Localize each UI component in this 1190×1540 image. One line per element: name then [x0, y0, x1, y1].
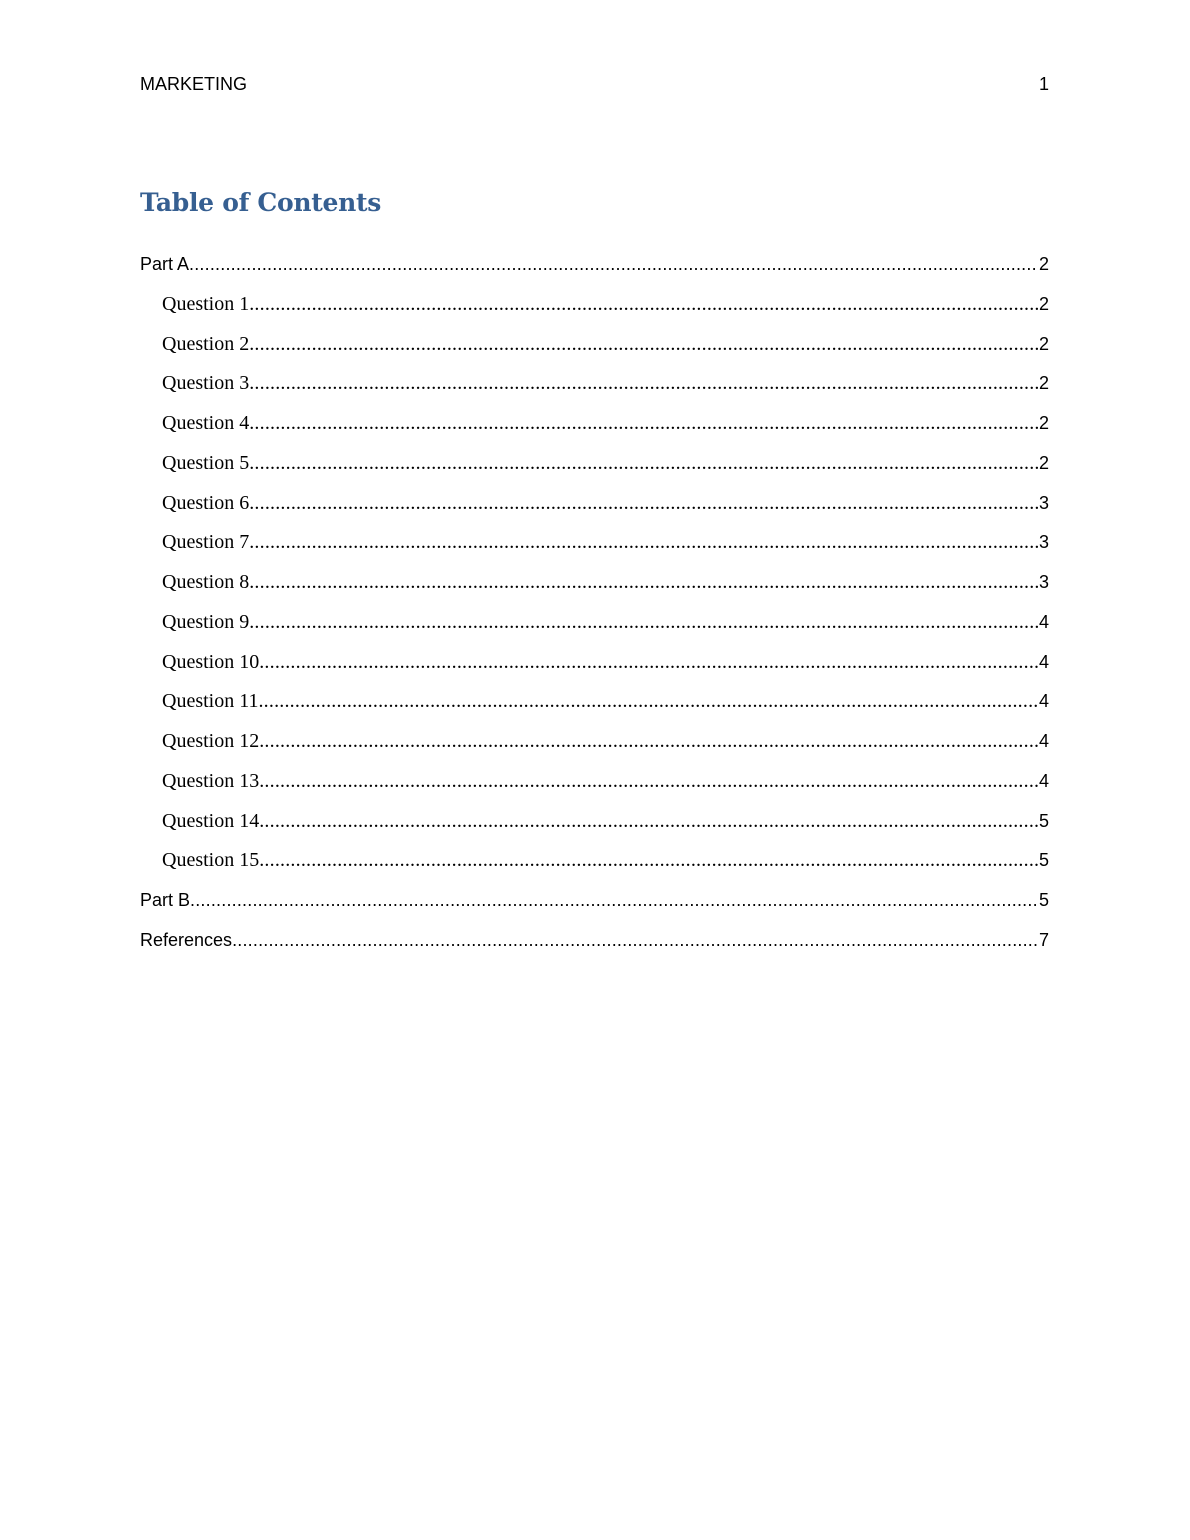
toc-entry-label: Question 12 — [162, 730, 260, 752]
toc-entry-label: Part A — [140, 254, 190, 274]
toc-entry[interactable] — [140, 767, 1049, 807]
toc-entry-page: 4 — [1038, 731, 1049, 751]
toc-entry-label: Question 10 — [162, 650, 260, 673]
toc-entry[interactable] — [140, 528, 1049, 568]
toc-entry-label: Question 4 — [162, 412, 250, 434]
toc-dot-leader — [258, 687, 1038, 715]
toc-entry[interactable] — [140, 290, 1049, 330]
toc-entry-label: Question 8 — [162, 571, 250, 593]
toc-entry-page: 3 — [1038, 532, 1049, 553]
toc-dot-leader — [259, 648, 1038, 676]
toc-entry[interactable] — [140, 369, 1049, 409]
toc-entry[interactable] — [140, 449, 1049, 489]
toc-entry-label: Question 5 — [162, 451, 250, 474]
toc-entry-page: 4 — [1038, 691, 1049, 712]
toc-entry-label: Question 3 — [162, 372, 250, 395]
toc-entry[interactable] — [140, 608, 1049, 648]
toc-entry[interactable] — [140, 409, 1049, 449]
toc-entry-page: 2 — [1038, 373, 1049, 394]
toc-dot-leader — [249, 528, 1038, 556]
toc-entry-page: 3 — [1038, 492, 1049, 513]
toc-dot-leader — [189, 250, 1038, 278]
toc-dot-leader — [249, 449, 1038, 477]
toc-entry[interactable] — [140, 648, 1049, 688]
toc-entry-page: 4 — [1038, 651, 1049, 672]
toc-dot-leader — [249, 409, 1038, 437]
toc-entry-page: 2 — [1038, 452, 1049, 473]
toc-entry-label: Question 13 — [162, 769, 260, 792]
toc-entry-page: 2 — [1038, 413, 1049, 433]
toc-entry[interactable] — [140, 846, 1049, 886]
toc-dot-leader — [259, 767, 1038, 795]
toc-entry-label: Question 15 — [162, 849, 260, 872]
toc-dot-leader — [259, 807, 1038, 835]
toc-dot-leader — [259, 846, 1038, 874]
toc-dot-leader — [249, 608, 1038, 636]
toc-entry[interactable] — [140, 330, 1049, 370]
toc-entry-page: 5 — [1038, 850, 1049, 871]
toc-entry[interactable] — [140, 250, 1049, 290]
toc-entry-label: Question 9 — [162, 610, 250, 633]
toc-dot-leader — [259, 727, 1038, 755]
toc-entry-page: 2 — [1038, 254, 1049, 274]
toc-dot-leader — [249, 369, 1038, 397]
toc-entry[interactable] — [140, 687, 1049, 727]
toc-entry-page: 3 — [1038, 572, 1049, 592]
toc-dot-leader — [249, 290, 1038, 318]
toc-entry-label: Question 11 — [162, 690, 259, 713]
toc-entry[interactable] — [140, 926, 1049, 966]
toc-entry-label: References — [140, 929, 233, 950]
toc-entry-page: 5 — [1038, 890, 1049, 910]
toc-entry-page: 2 — [1038, 293, 1049, 314]
toc-entry-label: Question 2 — [162, 332, 250, 355]
toc-dot-leader — [232, 926, 1038, 954]
toc-entry[interactable] — [140, 727, 1049, 767]
toc-dot-leader — [190, 886, 1038, 914]
toc-dot-leader — [249, 489, 1038, 517]
toc-entry[interactable] — [140, 489, 1049, 529]
page-header — [140, 72, 1049, 96]
toc-entry[interactable] — [140, 568, 1049, 608]
toc-entry-label: Question 14 — [162, 809, 260, 832]
table-of-contents — [140, 250, 1049, 966]
toc-entry[interactable] — [140, 886, 1049, 926]
toc-title: Table of Contents — [140, 188, 382, 217]
toc-entry-label: Question 7 — [162, 531, 250, 554]
toc-entry-page: 7 — [1038, 929, 1049, 950]
toc-entry[interactable] — [140, 807, 1049, 847]
toc-entry-page: 2 — [1038, 333, 1049, 354]
header-page-number: 1 — [1038, 74, 1049, 94]
toc-entry-label: Question 1 — [162, 292, 250, 315]
toc-entry-page: 4 — [1038, 770, 1049, 791]
running-head: MARKETING — [140, 74, 248, 94]
toc-entry-page: 4 — [1038, 611, 1049, 632]
toc-entry-label: Part B — [140, 890, 191, 910]
toc-entry-page: 5 — [1038, 810, 1049, 831]
toc-dot-leader — [249, 330, 1038, 358]
toc-entry-label: Question 6 — [162, 491, 250, 514]
toc-dot-leader — [249, 568, 1038, 596]
